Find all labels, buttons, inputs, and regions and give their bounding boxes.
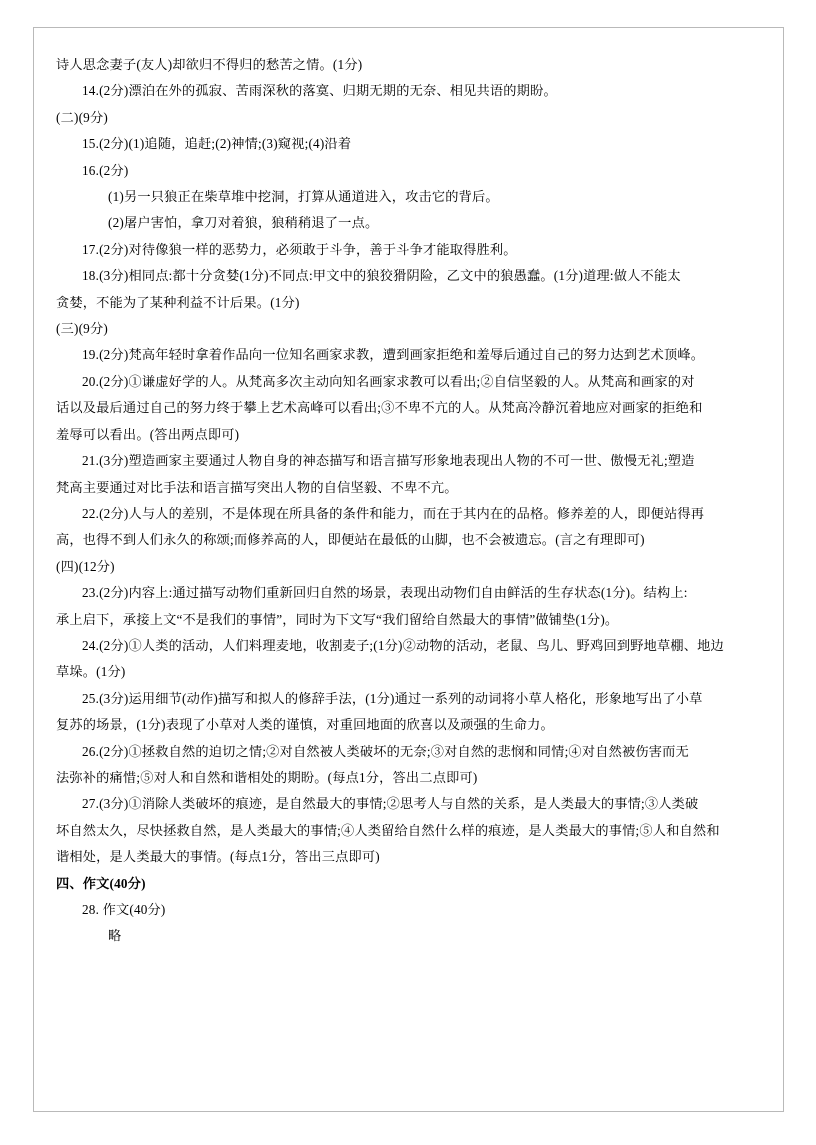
text-line: 高，也得不到人们永久的称颂;而修养高的人，即便站在最低的山脚，也不会被遗忘。(言之有理即可) xyxy=(56,532,645,548)
text-line: 草垛。(1分) xyxy=(56,664,126,680)
text-line: 23.(2分)内容上:通过描写动物们重新回归自然的场景，表现出动物们自由鲜活的生存状态(1分)。结构上: xyxy=(82,585,688,601)
text-line: 坏自然太久，尽快拯救自然，是人类最大的事情;④人类留给自然什么样的痕迹，是人类最大的事情;⑤人和自然和 xyxy=(56,822,720,838)
section-heading-3: (三)(9分) xyxy=(56,321,108,337)
text-line: 谐相处，是人类最大的事情。(每点1分，答出三点即可) xyxy=(56,849,380,865)
text-line: 17.(2分)对待像狼一样的恶势力，必须敢于斗争，善于斗争才能取得胜利。 xyxy=(82,241,517,257)
text-line: (2)屠户害怕，拿刀对着狼，狼稍稍退了一点。 xyxy=(108,215,379,231)
text-line: 25.(3分)运用细节(动作)描写和拟人的修辞手法，(1分)通过一系列的动词将小草人格化，形象地写出了小草 xyxy=(82,690,703,706)
text-line: 话以及最后通过自己的努力终于攀上艺术高峰可以看出;③不卑不亢的人。从梵高冷静沉着地应对画家的拒绝和 xyxy=(56,400,703,416)
text-line: 法弥补的痛惜;⑤对人和自然和谐相处的期盼。(每点1分，答出二点即可) xyxy=(56,769,478,785)
text-line: 15.(2分)(1)追随，追赶;(2)神情;(3)窥视;(4)沿着 xyxy=(82,136,352,152)
text-line: 19.(2分)梵高年轻时拿着作品向一位知名画家求教，遭到画家拒绝和羞辱后通过自己的努力达到艺术顶峰。 xyxy=(82,347,705,363)
text-line: 梵高主要通过对比手法和语言描写突出人物的自信坚毅、不卑不亢。 xyxy=(56,479,458,495)
text-line: 21.(3分)塑造画家主要通过人物自身的神态描写和语言描写形象地表现出人物的不可一世、傲慢无礼;塑造 xyxy=(82,453,695,469)
text-line: 承上启下，承接上文“不是我们的事情”，同时为下文写“我们留给自然最大的事情”做铺垫(1分)。 xyxy=(56,611,619,627)
text-line: 20.(2分)①谦虚好学的人。从梵高多次主动向知名画家求教可以看出;②自信坚毅的人。从梵高和画家的对 xyxy=(82,373,695,389)
section-heading-composition: 四、作文(40分) xyxy=(56,875,146,891)
text-line: 27.(3分)①消除人类破坏的痕迹，是自然最大的事情;②思考人与自然的关系，是人类最大的事情;③人类破 xyxy=(82,796,699,812)
text-line: 28. 作文(40分) xyxy=(82,902,166,917)
text-line: 18.(3分)相同点:都十分贪婪(1分)不同点:甲文中的狼狡猾阴险，乙文中的狼愚蠢。(1分)道理:做人不能太 xyxy=(82,268,681,284)
text-line: 贪婪，不能为了某种利益不计后果。(1分) xyxy=(56,294,300,310)
text-line: 24.(2分)①人类的活动，人们料理麦地，收割麦子;(1分)②动物的活动，老鼠、鸟儿、野鸡回到野地草棚、地边 xyxy=(82,637,724,653)
answer-key-body xyxy=(56,52,768,950)
text-line: 14.(2分)漂泊在外的孤寂、苦雨深秋的落寞、归期无期的无奈、相见共语的期盼。 xyxy=(82,83,557,99)
text-line: (1)另一只狼正在柴草堆中挖洞，打算从通道进入，攻击它的背后。 xyxy=(108,189,499,205)
text-line: 22.(2分)人与人的差别，不是体现在所具备的条件和能力，而在于其内在的品格。修养差的人，即便站得再 xyxy=(82,505,705,521)
text-line: 26.(2分)①拯救自然的迫切之情;②对自然被人类破坏的无奈;③对自然的悲悯和同情;④对自然被伤害而无 xyxy=(82,743,689,759)
text-line: 复苏的场景，(1分)表现了小草对人类的谨慎，对重回地面的欣喜以及顽强的生命力。 xyxy=(56,717,554,733)
text-line: 羞辱可以看出。(答出两点即可) xyxy=(56,426,240,442)
text-line: 略 xyxy=(108,928,122,944)
section-heading-2: (二)(9分) xyxy=(56,109,108,125)
section-heading-4: (四)(12分) xyxy=(56,558,115,574)
text-line: 诗人思念妻子(友人)却欲归不得归的愁苦之情。(1分) xyxy=(56,57,363,72)
text-line: 16.(2分) xyxy=(82,162,129,178)
